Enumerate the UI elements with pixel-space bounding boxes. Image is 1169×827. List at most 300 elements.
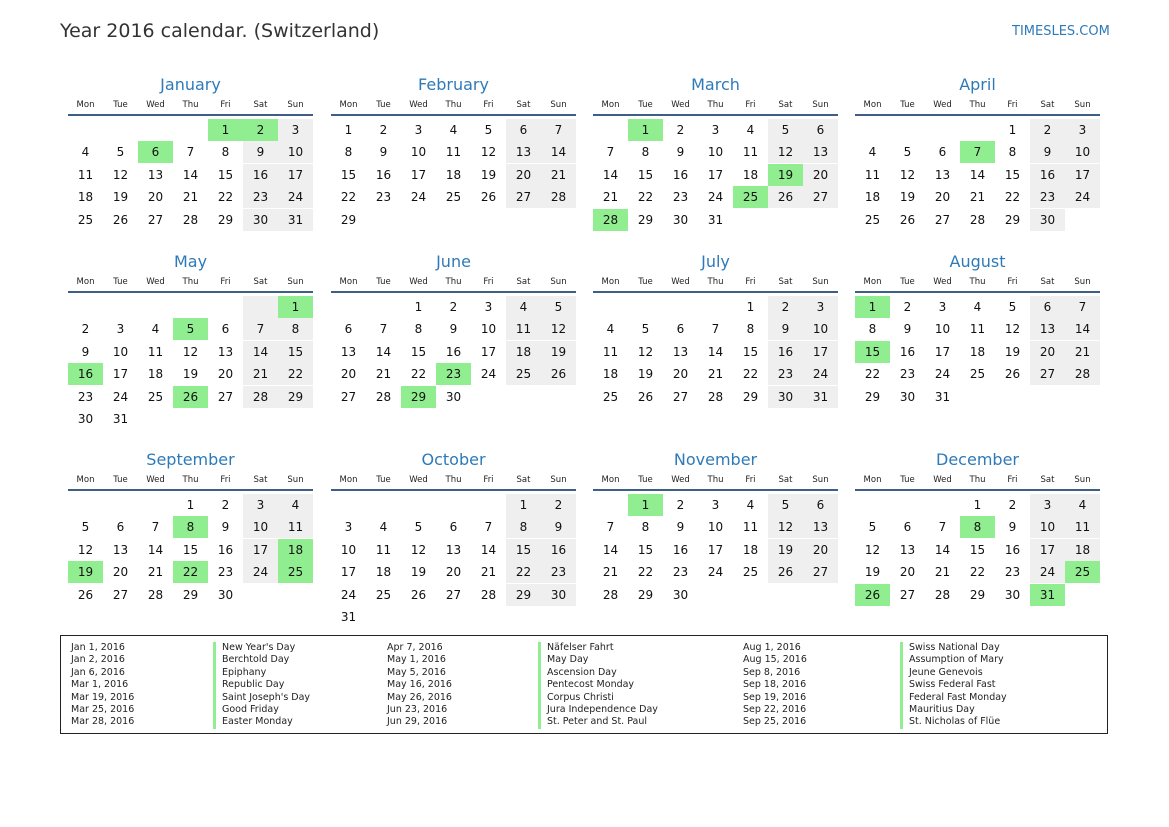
calendar-day[interactable]: 21 xyxy=(602,565,619,580)
calendar-day[interactable]: 9 xyxy=(449,322,458,337)
calendar-day[interactable]: 30 xyxy=(243,209,278,231)
calendar-day[interactable]: 19 xyxy=(637,367,654,382)
holiday-day[interactable]: 19 xyxy=(768,164,803,186)
calendar-day[interactable]: 15 xyxy=(410,344,427,359)
calendar-day[interactable]: 14 xyxy=(707,344,724,359)
calendar-day[interactable]: 29 xyxy=(340,212,357,227)
calendar-day[interactable]: 3 xyxy=(1065,119,1100,141)
calendar-day[interactable]: 30 xyxy=(541,584,576,606)
holiday-day[interactable]: 1 xyxy=(855,296,890,318)
calendar-day[interactable]: 26 xyxy=(637,389,654,404)
calendar-day[interactable]: 18 xyxy=(742,167,759,182)
holiday-day[interactable]: 8 xyxy=(173,516,208,538)
calendar-day[interactable]: 17 xyxy=(1065,164,1100,186)
calendar-day[interactable]: 4 xyxy=(868,145,877,160)
calendar-day[interactable]: 19 xyxy=(182,367,199,382)
calendar-day[interactable]: 10 xyxy=(340,542,357,557)
calendar-day[interactable]: 12 xyxy=(1004,322,1021,337)
calendar-day[interactable]: 24 xyxy=(1030,561,1065,583)
calendar-day[interactable]: 1 xyxy=(506,494,541,516)
calendar-day[interactable]: 8 xyxy=(641,145,650,160)
calendar-day[interactable]: 16 xyxy=(899,344,916,359)
calendar-day[interactable]: 6 xyxy=(344,322,353,337)
calendar-day[interactable]: 9 xyxy=(243,141,278,163)
calendar-day[interactable]: 11 xyxy=(742,145,759,160)
calendar-day[interactable]: 1 xyxy=(344,123,353,137)
calendar-day[interactable]: 2 xyxy=(81,322,90,337)
calendar-day[interactable]: 4 xyxy=(506,296,541,318)
calendar-day[interactable]: 6 xyxy=(449,520,458,535)
calendar-day[interactable]: 21 xyxy=(182,190,199,205)
calendar-day[interactable]: 15 xyxy=(742,344,759,359)
calendar-day[interactable]: 29 xyxy=(742,389,759,404)
calendar-day[interactable]: 20 xyxy=(217,367,234,382)
calendar-day[interactable]: 18 xyxy=(1065,539,1100,561)
calendar-day[interactable]: 23 xyxy=(375,190,392,205)
calendar-day[interactable]: 22 xyxy=(637,190,654,205)
calendar-day[interactable]: 28 xyxy=(243,386,278,408)
calendar-day[interactable]: 14 xyxy=(934,542,951,557)
calendar-day[interactable]: 18 xyxy=(77,190,94,205)
calendar-day[interactable]: 5 xyxy=(541,296,576,318)
calendar-day[interactable]: 5 xyxy=(1008,300,1017,314)
calendar-day[interactable]: 12 xyxy=(112,167,129,182)
calendar-day[interactable]: 28 xyxy=(707,389,724,404)
calendar-day[interactable]: 31 xyxy=(934,389,951,404)
calendar-day[interactable]: 17 xyxy=(707,542,724,557)
calendar-day[interactable]: 30 xyxy=(1030,209,1065,231)
calendar-day[interactable]: 5 xyxy=(868,520,877,535)
calendar-day[interactable]: 19 xyxy=(541,341,576,363)
calendar-day[interactable]: 11 xyxy=(1065,516,1100,538)
calendar-day[interactable]: 21 xyxy=(375,367,392,382)
calendar-day[interactable]: 24 xyxy=(480,367,497,382)
calendar-day[interactable]: 12 xyxy=(637,344,654,359)
calendar-day[interactable]: 17 xyxy=(112,367,129,382)
calendar-day[interactable]: 8 xyxy=(414,322,423,337)
calendar-day[interactable]: 29 xyxy=(637,212,654,227)
calendar-day[interactable]: 14 xyxy=(602,542,619,557)
holiday-day[interactable]: 31 xyxy=(1030,584,1065,606)
calendar-day[interactable]: 22 xyxy=(742,367,759,382)
calendar-day[interactable]: 19 xyxy=(864,565,881,580)
calendar-day[interactable]: 3 xyxy=(711,123,720,137)
calendar-day[interactable]: 23 xyxy=(1004,565,1021,580)
calendar-day[interactable]: 5 xyxy=(641,322,650,337)
calendar-day[interactable]: 3 xyxy=(116,322,125,337)
calendar-day[interactable]: 22 xyxy=(1004,190,1021,205)
calendar-day[interactable]: 27 xyxy=(1030,363,1065,385)
calendar-day[interactable]: 21 xyxy=(707,367,724,382)
calendar-day[interactable]: 2 xyxy=(676,498,685,512)
calendar-day[interactable]: 22 xyxy=(969,565,986,580)
calendar-day[interactable]: 11 xyxy=(375,542,392,557)
calendar-day[interactable]: 6 xyxy=(506,119,541,141)
calendar-day[interactable]: 4 xyxy=(746,123,755,137)
calendar-day[interactable]: 18 xyxy=(375,565,392,580)
calendar-day[interactable]: 26 xyxy=(77,587,94,602)
calendar-day[interactable]: 1 xyxy=(746,300,755,314)
calendar-day[interactable]: 23 xyxy=(1030,186,1065,208)
calendar-day[interactable]: 9 xyxy=(903,322,912,337)
calendar-day[interactable]: 25 xyxy=(506,363,541,385)
calendar-day[interactable]: 12 xyxy=(768,141,803,163)
calendar-day[interactable]: 11 xyxy=(77,167,94,182)
calendar-day[interactable]: 4 xyxy=(379,520,388,535)
calendar-day[interactable]: 10 xyxy=(803,318,838,340)
calendar-day[interactable]: 12 xyxy=(480,145,497,160)
holiday-day[interactable]: 2 xyxy=(243,119,278,141)
calendar-day[interactable]: 5 xyxy=(484,123,493,137)
calendar-day[interactable]: 29 xyxy=(1004,212,1021,227)
holiday-day[interactable]: 25 xyxy=(278,561,313,583)
calendar-day[interactable]: 29 xyxy=(969,587,986,602)
holiday-day[interactable]: 5 xyxy=(173,318,208,340)
calendar-day[interactable]: 17 xyxy=(410,167,427,182)
calendar-day[interactable]: 14 xyxy=(480,542,497,557)
calendar-day[interactable]: 21 xyxy=(243,363,278,385)
calendar-day[interactable]: 3 xyxy=(711,498,720,512)
holiday-day[interactable]: 25 xyxy=(1065,561,1100,583)
holiday-day[interactable]: 23 xyxy=(436,363,471,385)
calendar-day[interactable]: 13 xyxy=(803,516,838,538)
calendar-day[interactable]: 11 xyxy=(602,344,619,359)
calendar-day[interactable]: 30 xyxy=(899,389,916,404)
calendar-day[interactable]: 16 xyxy=(672,167,689,182)
calendar-day[interactable]: 10 xyxy=(480,322,497,337)
calendar-day[interactable]: 26 xyxy=(1004,367,1021,382)
calendar-day[interactable]: 7 xyxy=(243,318,278,340)
calendar-day[interactable]: 6 xyxy=(803,119,838,141)
calendar-day[interactable]: 2 xyxy=(541,494,576,516)
calendar-day[interactable]: 5 xyxy=(116,145,125,160)
calendar-day[interactable]: 15 xyxy=(637,167,654,182)
calendar-day[interactable]: 3 xyxy=(243,494,278,516)
calendar-day[interactable]: 27 xyxy=(672,389,689,404)
calendar-day[interactable]: 10 xyxy=(707,520,724,535)
calendar-day[interactable]: 4 xyxy=(973,300,982,314)
calendar-day[interactable]: 5 xyxy=(768,494,803,516)
holiday-day[interactable]: 1 xyxy=(208,119,243,141)
calendar-day[interactable]: 23 xyxy=(672,190,689,205)
holiday-day[interactable]: 22 xyxy=(173,561,208,583)
holiday-day[interactable]: 6 xyxy=(138,141,173,163)
calendar-day[interactable]: 25 xyxy=(864,212,881,227)
calendar-day[interactable]: 18 xyxy=(506,341,541,363)
calendar-day[interactable]: 17 xyxy=(1030,539,1065,561)
calendar-day[interactable]: 19 xyxy=(410,565,427,580)
calendar-day[interactable]: 15 xyxy=(217,167,234,182)
calendar-day[interactable]: 13 xyxy=(1030,318,1065,340)
calendar-day[interactable]: 30 xyxy=(768,386,803,408)
calendar-day[interactable]: 16 xyxy=(445,344,462,359)
calendar-day[interactable]: 25 xyxy=(602,389,619,404)
calendar-day[interactable]: 4 xyxy=(278,494,313,516)
calendar-day[interactable]: 5 xyxy=(768,119,803,141)
calendar-day[interactable]: 3 xyxy=(1030,494,1065,516)
calendar-day[interactable]: 15 xyxy=(637,542,654,557)
calendar-day[interactable]: 27 xyxy=(147,212,164,227)
calendar-day[interactable]: 6 xyxy=(938,145,947,160)
calendar-day[interactable]: 8 xyxy=(746,322,755,337)
calendar-day[interactable]: 25 xyxy=(742,565,759,580)
calendar-day[interactable]: 29 xyxy=(506,584,541,606)
calendar-day[interactable]: 14 xyxy=(182,167,199,182)
calendar-day[interactable]: 20 xyxy=(672,367,689,382)
calendar-day[interactable]: 13 xyxy=(672,344,689,359)
calendar-day[interactable]: 12 xyxy=(410,542,427,557)
calendar-day[interactable]: 27 xyxy=(445,587,462,602)
calendar-day[interactable]: 16 xyxy=(1004,542,1021,557)
calendar-day[interactable]: 20 xyxy=(340,367,357,382)
calendar-day[interactable]: 20 xyxy=(1030,341,1065,363)
calendar-day[interactable]: 5 xyxy=(414,520,423,535)
holiday-day[interactable]: 26 xyxy=(173,386,208,408)
calendar-day[interactable]: 31 xyxy=(340,610,357,625)
calendar-day[interactable]: 7 xyxy=(186,145,195,160)
calendar-day[interactable]: 7 xyxy=(484,520,493,535)
calendar-day[interactable]: 28 xyxy=(602,587,619,602)
holiday-day[interactable]: 18 xyxy=(278,539,313,561)
holiday-day[interactable]: 1 xyxy=(278,296,313,318)
calendar-day[interactable]: 1 xyxy=(186,498,195,512)
calendar-day[interactable]: 21 xyxy=(969,190,986,205)
calendar-day[interactable]: 7 xyxy=(711,322,720,337)
calendar-day[interactable]: 12 xyxy=(899,167,916,182)
calendar-day[interactable]: 24 xyxy=(707,190,724,205)
calendar-day[interactable]: 17 xyxy=(934,344,951,359)
calendar-day[interactable]: 23 xyxy=(541,561,576,583)
calendar-day[interactable]: 17 xyxy=(707,167,724,182)
holiday-day[interactable]: 1 xyxy=(628,494,663,516)
calendar-day[interactable]: 30 xyxy=(672,212,689,227)
calendar-day[interactable]: 28 xyxy=(934,587,951,602)
calendar-day[interactable]: 14 xyxy=(1065,318,1100,340)
calendar-day[interactable]: 24 xyxy=(707,565,724,580)
holiday-day[interactable]: 29 xyxy=(401,386,436,408)
calendar-day[interactable]: 22 xyxy=(410,367,427,382)
calendar-day[interactable]: 10 xyxy=(278,141,313,163)
calendar-day[interactable]: 27 xyxy=(899,587,916,602)
calendar-day[interactable]: 2 xyxy=(221,498,230,512)
calendar-day[interactable]: 27 xyxy=(340,389,357,404)
calendar-day[interactable]: 10 xyxy=(707,145,724,160)
calendar-day[interactable]: 24 xyxy=(340,587,357,602)
calendar-day[interactable]: 25 xyxy=(147,389,164,404)
calendar-day[interactable]: 24 xyxy=(1065,186,1100,208)
calendar-day[interactable]: 14 xyxy=(541,141,576,163)
calendar-day[interactable]: 2 xyxy=(903,300,912,314)
calendar-day[interactable]: 9 xyxy=(541,516,576,538)
calendar-day[interactable]: 9 xyxy=(676,145,685,160)
calendar-day[interactable]: 27 xyxy=(112,587,129,602)
calendar-day[interactable]: 2 xyxy=(768,296,803,318)
calendar-day[interactable]: 26 xyxy=(410,587,427,602)
calendar-day[interactable]: 25 xyxy=(969,367,986,382)
calendar-day[interactable]: 28 xyxy=(480,587,497,602)
calendar-day[interactable]: 5 xyxy=(903,145,912,160)
calendar-day[interactable]: 26 xyxy=(112,212,129,227)
calendar-day[interactable]: 17 xyxy=(278,164,313,186)
calendar-day[interactable]: 26 xyxy=(768,186,803,208)
calendar-day[interactable]: 7 xyxy=(541,119,576,141)
calendar-day[interactable]: 15 xyxy=(340,167,357,182)
calendar-day[interactable]: 7 xyxy=(151,520,160,535)
calendar-day[interactable]: 7 xyxy=(1065,296,1100,318)
calendar-day[interactable]: 30 xyxy=(672,587,689,602)
calendar-day[interactable]: 21 xyxy=(602,190,619,205)
calendar-day[interactable]: 22 xyxy=(637,565,654,580)
calendar-day[interactable]: 12 xyxy=(77,542,94,557)
calendar-day[interactable]: 12 xyxy=(541,318,576,340)
calendar-day[interactable]: 23 xyxy=(672,565,689,580)
calendar-day[interactable]: 5 xyxy=(81,520,90,535)
calendar-day[interactable]: 20 xyxy=(934,190,951,205)
calendar-day[interactable]: 22 xyxy=(217,190,234,205)
calendar-day[interactable]: 26 xyxy=(768,561,803,583)
calendar-day[interactable]: 24 xyxy=(410,190,427,205)
calendar-day[interactable]: 15 xyxy=(506,539,541,561)
calendar-day[interactable]: 18 xyxy=(864,190,881,205)
calendar-day[interactable]: 8 xyxy=(868,322,877,337)
calendar-day[interactable]: 21 xyxy=(147,565,164,580)
calendar-day[interactable]: 9 xyxy=(1008,520,1017,535)
calendar-day[interactable]: 26 xyxy=(480,190,497,205)
calendar-day[interactable]: 13 xyxy=(112,542,129,557)
calendar-day[interactable]: 8 xyxy=(344,145,353,160)
calendar-day[interactable]: 16 xyxy=(768,341,803,363)
calendar-day[interactable]: 6 xyxy=(903,520,912,535)
calendar-day[interactable]: 11 xyxy=(445,145,462,160)
calendar-day[interactable]: 19 xyxy=(768,539,803,561)
calendar-day[interactable]: 30 xyxy=(1004,587,1021,602)
calendar-day[interactable]: 4 xyxy=(81,145,90,160)
calendar-day[interactable]: 13 xyxy=(506,141,541,163)
calendar-day[interactable]: 1 xyxy=(1008,123,1017,137)
calendar-day[interactable]: 18 xyxy=(445,167,462,182)
calendar-day[interactable]: 16 xyxy=(217,542,234,557)
calendar-day[interactable]: 24 xyxy=(934,367,951,382)
calendar-day[interactable]: 24 xyxy=(243,561,278,583)
calendar-day[interactable]: 9 xyxy=(379,145,388,160)
calendar-day[interactable]: 9 xyxy=(676,520,685,535)
calendar-day[interactable]: 29 xyxy=(864,389,881,404)
calendar-day[interactable]: 2 xyxy=(1030,119,1065,141)
calendar-day[interactable]: 14 xyxy=(147,542,164,557)
holiday-day[interactable]: 19 xyxy=(68,561,103,583)
calendar-day[interactable]: 18 xyxy=(147,367,164,382)
calendar-day[interactable]: 8 xyxy=(221,145,230,160)
calendar-day[interactable]: 21 xyxy=(1065,341,1100,363)
holiday-day[interactable]: 16 xyxy=(68,363,103,385)
calendar-day[interactable]: 30 xyxy=(77,412,94,427)
calendar-day[interactable]: 3 xyxy=(803,296,838,318)
calendar-day[interactable]: 12 xyxy=(864,542,881,557)
calendar-day[interactable]: 11 xyxy=(147,344,164,359)
calendar-day[interactable]: 6 xyxy=(803,494,838,516)
calendar-day[interactable]: 17 xyxy=(480,344,497,359)
calendar-day[interactable]: 22 xyxy=(864,367,881,382)
calendar-day[interactable]: 17 xyxy=(803,341,838,363)
holiday-day[interactable]: 25 xyxy=(733,186,768,208)
calendar-day[interactable]: 28 xyxy=(1065,363,1100,385)
calendar-day[interactable]: 2 xyxy=(1008,498,1017,512)
calendar-day[interactable]: 1 xyxy=(973,498,982,512)
calendar-day[interactable]: 28 xyxy=(375,389,392,404)
calendar-day[interactable]: 8 xyxy=(278,318,313,340)
calendar-day[interactable]: 20 xyxy=(147,190,164,205)
calendar-day[interactable]: 4 xyxy=(746,498,755,512)
calendar-day[interactable]: 2 xyxy=(676,123,685,137)
calendar-day[interactable]: 25 xyxy=(445,190,462,205)
calendar-day[interactable]: 31 xyxy=(707,212,724,227)
calendar-day[interactable]: 15 xyxy=(278,341,313,363)
calendar-day[interactable]: 29 xyxy=(217,212,234,227)
calendar-day[interactable]: 10 xyxy=(934,322,951,337)
calendar-day[interactable]: 30 xyxy=(217,587,234,602)
calendar-day[interactable]: 1 xyxy=(414,300,423,314)
calendar-day[interactable]: 18 xyxy=(742,542,759,557)
calendar-day[interactable]: 28 xyxy=(969,212,986,227)
calendar-day[interactable]: 28 xyxy=(541,186,576,208)
calendar-day[interactable]: 4 xyxy=(1065,494,1100,516)
calendar-day[interactable]: 20 xyxy=(803,164,838,186)
calendar-day[interactable]: 7 xyxy=(938,520,947,535)
holiday-day[interactable]: 28 xyxy=(593,209,628,231)
calendar-day[interactable]: 2 xyxy=(379,123,388,137)
calendar-day[interactable]: 10 xyxy=(112,344,129,359)
calendar-day[interactable]: 9 xyxy=(1030,141,1065,163)
calendar-day[interactable]: 7 xyxy=(379,322,388,337)
calendar-day[interactable]: 11 xyxy=(506,318,541,340)
calendar-day[interactable]: 8 xyxy=(641,520,650,535)
calendar-day[interactable]: 14 xyxy=(969,167,986,182)
holiday-day[interactable]: 26 xyxy=(855,584,890,606)
calendar-day[interactable]: 2 xyxy=(449,300,458,314)
calendar-day[interactable]: 18 xyxy=(969,344,986,359)
calendar-day[interactable]: 22 xyxy=(278,363,313,385)
calendar-day[interactable]: 27 xyxy=(803,186,838,208)
calendar-day[interactable]: 4 xyxy=(449,123,458,137)
calendar-day[interactable]: 20 xyxy=(506,164,541,186)
calendar-day[interactable]: 10 xyxy=(410,145,427,160)
holiday-day[interactable]: 15 xyxy=(855,341,890,363)
calendar-day[interactable]: 14 xyxy=(602,167,619,182)
calendar-day[interactable]: 11 xyxy=(278,516,313,538)
calendar-day[interactable]: 20 xyxy=(899,565,916,580)
calendar-day[interactable]: 14 xyxy=(375,344,392,359)
calendar-day[interactable]: 9 xyxy=(221,520,230,535)
calendar-day[interactable]: 23 xyxy=(77,389,94,404)
calendar-day[interactable]: 29 xyxy=(182,587,199,602)
calendar-day[interactable]: 7 xyxy=(606,520,615,535)
calendar-day[interactable]: 13 xyxy=(147,167,164,182)
calendar-day[interactable]: 18 xyxy=(602,367,619,382)
calendar-day[interactable]: 23 xyxy=(899,367,916,382)
calendar-day[interactable]: 23 xyxy=(768,363,803,385)
calendar-day[interactable]: 10 xyxy=(243,516,278,538)
calendar-day[interactable]: 29 xyxy=(637,587,654,602)
calendar-day[interactable]: 25 xyxy=(375,587,392,602)
calendar-day[interactable]: 13 xyxy=(899,542,916,557)
calendar-day[interactable]: 26 xyxy=(541,363,576,385)
holiday-day[interactable]: 1 xyxy=(628,119,663,141)
calendar-day[interactable]: 22 xyxy=(340,190,357,205)
calendar-day[interactable]: 15 xyxy=(969,542,986,557)
calendar-day[interactable]: 11 xyxy=(864,167,881,182)
calendar-day[interactable]: 13 xyxy=(340,344,357,359)
calendar-day[interactable]: 13 xyxy=(445,542,462,557)
